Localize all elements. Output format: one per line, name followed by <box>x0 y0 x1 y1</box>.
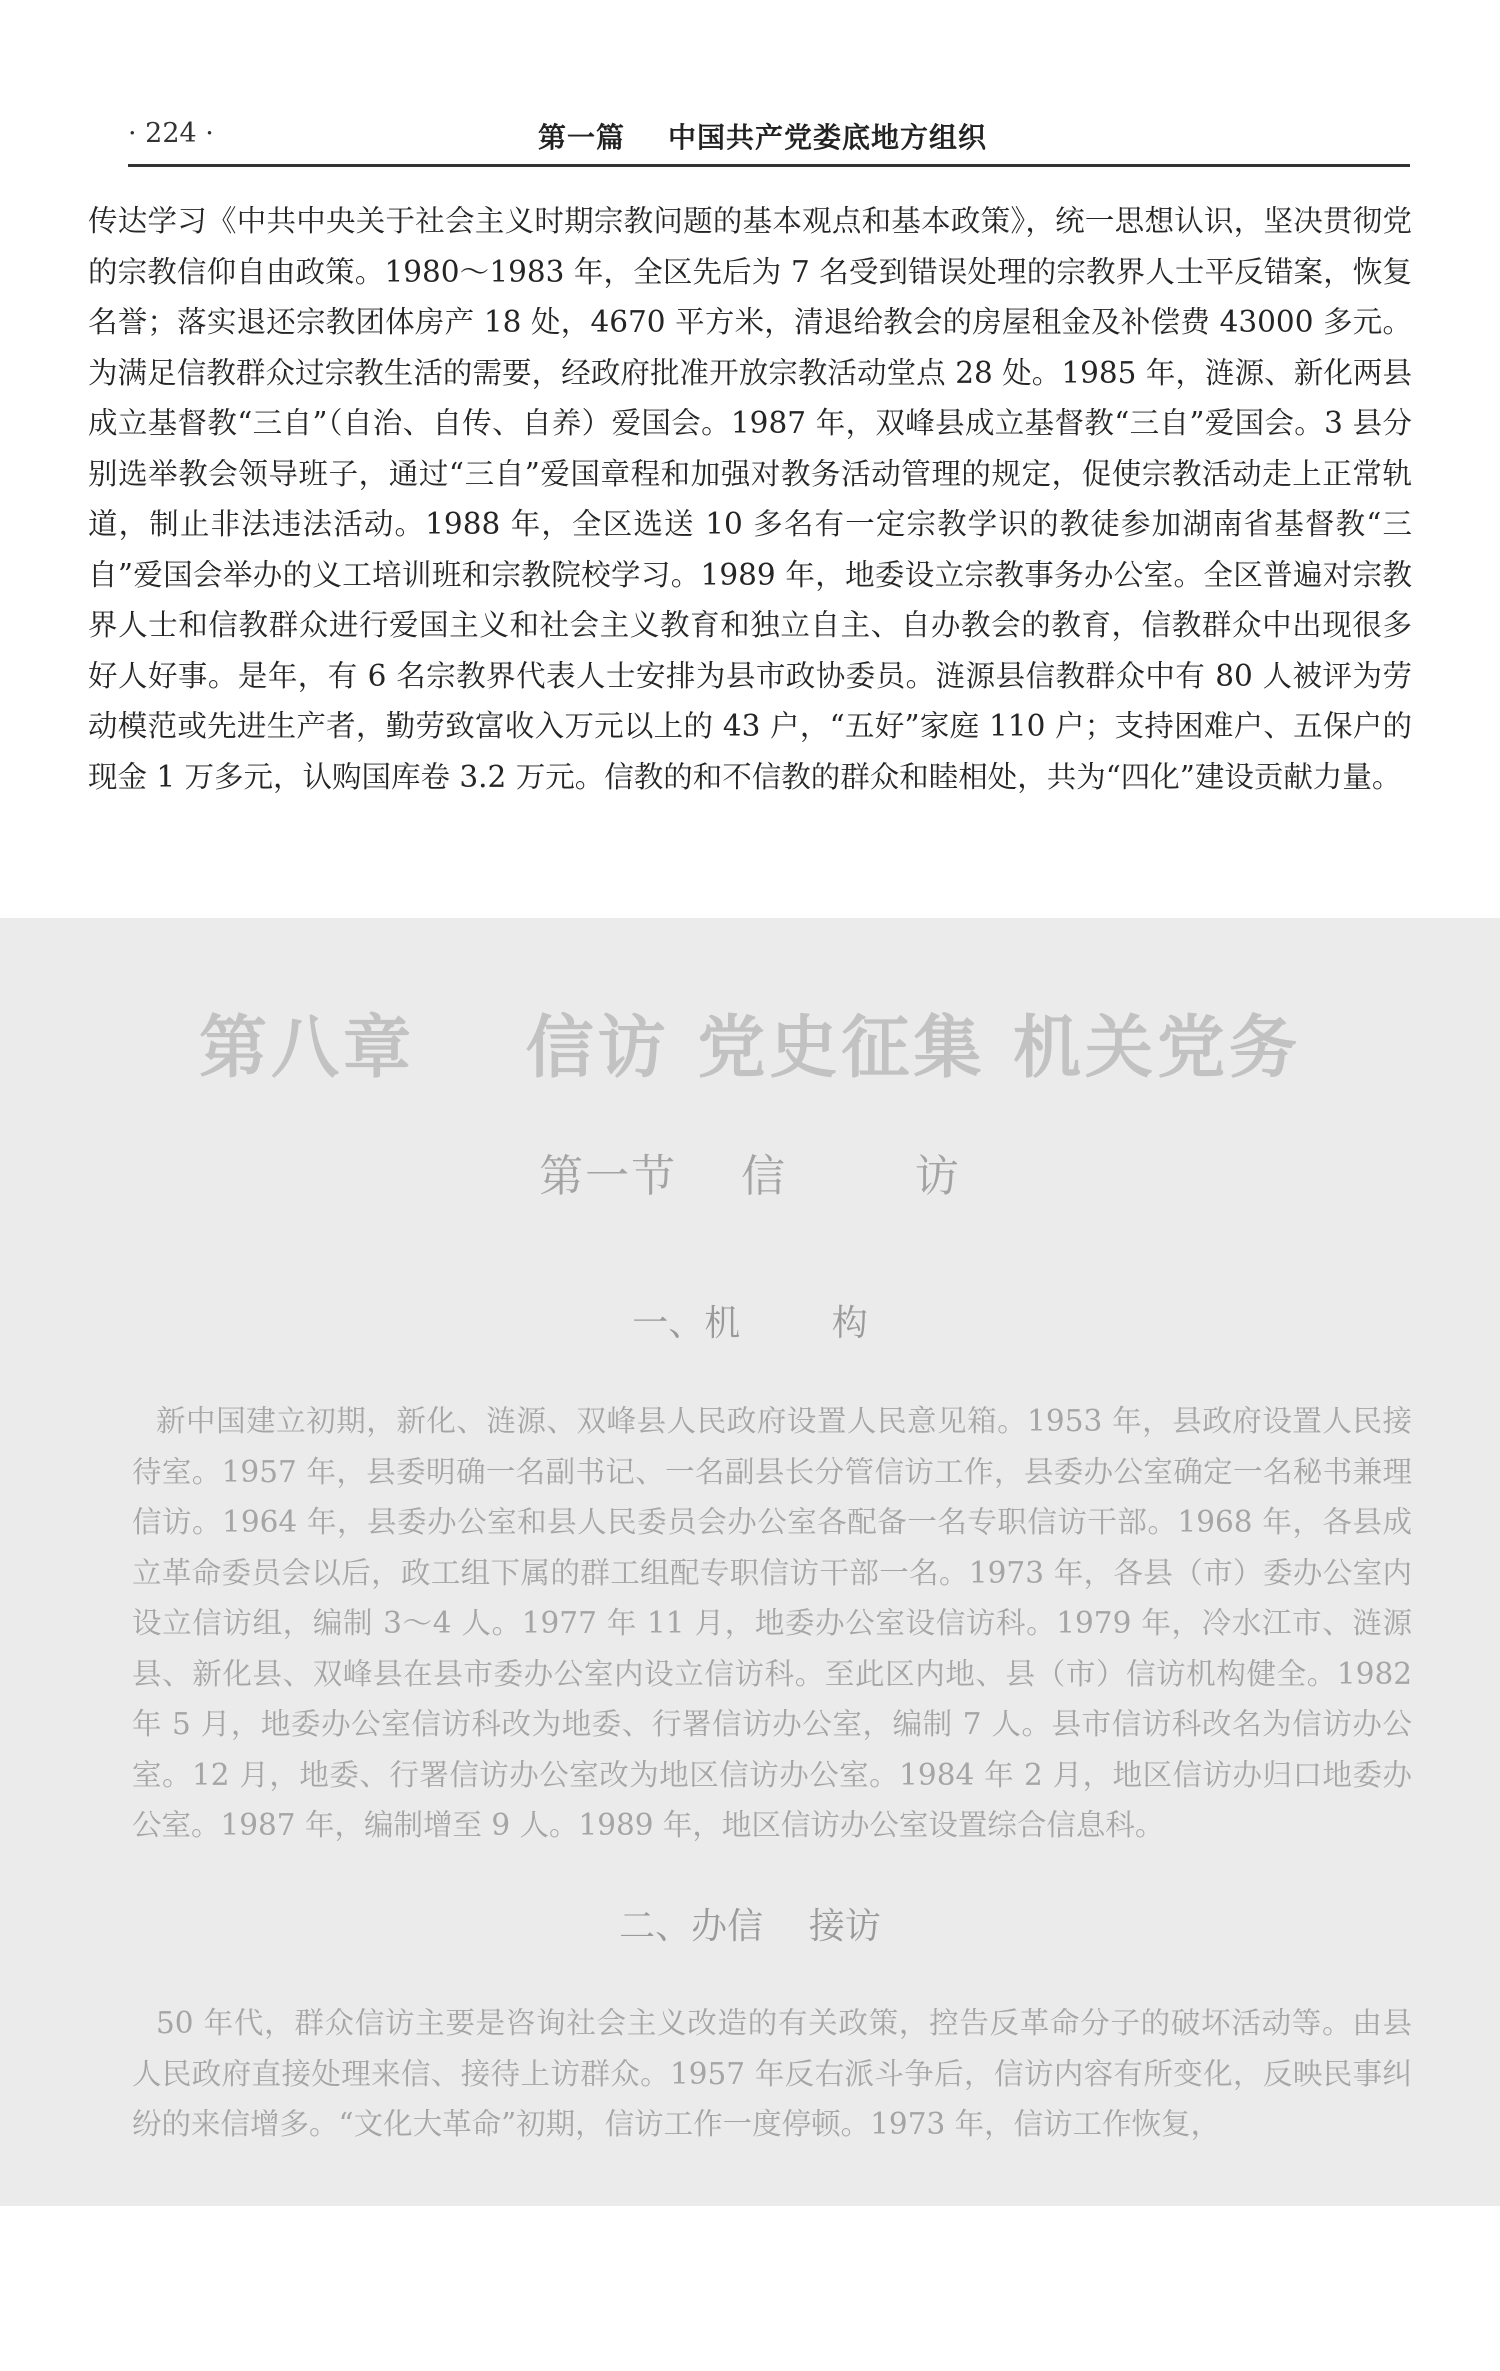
body-paragraph: 新中国建立初期，新化、涟源、双峰县人民政府设置人民意见箱。1953 年，县政府设置人民接待室。1957 年，县委明确一名副书记、一名副县长分管信访工作，县委办公室确定一名秘书兼理信访。1964 年，县委办公室和县人民委员会办公室各配备一名专职信访干部。1968 年，各县成立革命委员会以后，政工组下属的群工组配专职信访干部一名。1973 年，各县（市）委办公室内设立信访组，编制 3～4 人。1977 年 11 月，地委办公室设信访科。1979 年，冷水江市、涟源县、新化县、双峰县在县市委办公室内设立信访科。至此区内地、县（市）信访机构健全。1982 年 5 月，地委办公室信访科改为地委、行署信访办公室，编制 7 人。县市信访科改名为信访办公室。12 月，地委、行署信访办公室改为地区信访办公室。1984 年 2 月，地区信访办归口地委办公室。1987 年，编制增至 9 人。1989 年，地区信访办公室设置综合信息科。 <box>132 1404 1412 1842</box>
subsection-title-letters-visits: 二、办信 接访 <box>619 1906 881 1947</box>
top-text-block <box>88 196 1412 802</box>
body-paragraph: 传达学习《中共中央关于社会主义时期宗教问题的基本观点和基本政策》，统一思想认识，坚决贯彻党的宗教信仰自由政策。1980～1983 年，全区先后为 7 名受到错误处理的宗教界人士平反错案，恢复名誉；落实退还宗教团体房产 18 处，4670 平方米，清退给教会的房屋租金及补偿费 43000 多元。为满足信教群众过宗教生活的需要，经政府批准开放宗教活动堂点 28 处。1985 年，涟源、新化两县成立基督教“三自”（自治、自传、自养）爱国会。1987 年，双峰县成立基督教“三自”爱国会。3 县分别选举教会领导班子，通过“三自”爱国章程和加强对教务活动管理的规定，促使宗教活动走上正常轨道，制止非法违法活动。1988 年，全区选送 10 多名有一定宗教学识的教徒参加湖南省基督教“三自”爱国会举办的义工培训班和宗教院校学习。1989 年，地委设立宗教事务办公室。全区普遍对宗教界人士和信教群众进行爱国主义和社会主义教育和独立自主、自办教会的教育，信教群众中出现很多好人好事。是年，有 6 名宗教界代表人士安排为县市政协委员。涟源县信教群众中有 80 人被评为劳动模范或先进生产者，勤劳致富收入万元以上的 43 户，“五好”家庭 110 户；支持困难户、五保户的现金 1 万多元，认购国库卷 3.2 万元。信教的和不信教的群众和睦相处，共为“四化”建设贡献力量。 <box>88 204 1412 794</box>
page-header <box>128 112 1410 167</box>
subsection-title-organization: 一、机 构 <box>632 1303 868 1344</box>
running-head: 第一篇 中国共产党娄底地方组织 <box>538 121 987 154</box>
body-paragraph: 50 年代，群众信访主要是咨询社会主义改造的有关政策，控告反革命分子的破坏活动等。由县人民政府直接处理来信、接待上访群众。1957 年反右派斗争后，信访内容有所变化，反映民事纠纷的来信增多。“文化大革命”初期，信访工作一度停顿。1973 年，信访工作恢复， <box>132 2006 1412 2141</box>
page-number: · 224 · <box>128 118 214 149</box>
chapter-title: 第八章 信访 党史征集 机关党务 <box>198 1008 1302 1088</box>
faded-chapter-region <box>0 918 1500 2206</box>
subsection-text-letters-visits <box>132 1998 1412 2150</box>
section-title: 第一节 信 访 <box>539 1151 961 1202</box>
subsection-text-organization <box>132 1396 1412 1851</box>
